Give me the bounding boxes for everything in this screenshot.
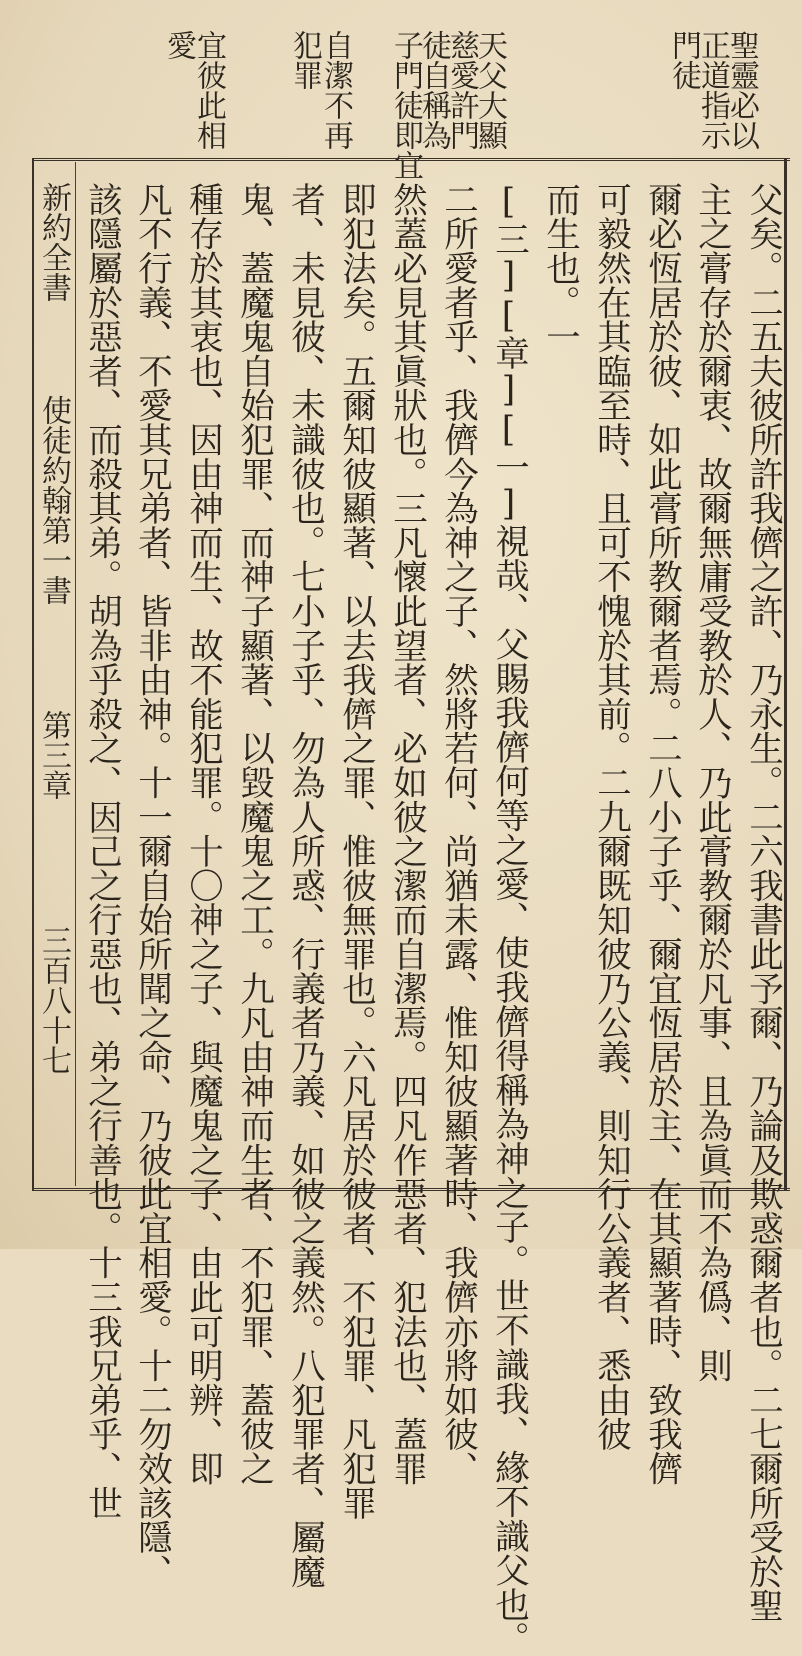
body-column-11: 鬼、蓋魔鬼自始犯罪、而神子顯著、以毀魔鬼之工。九凡由神而生者、不犯罪、蓋彼之 (233, 182, 274, 1486)
banner-heading-9: 犯罪 (287, 30, 322, 90)
body-column-1: 父矣。二五夫彼所許我儕之許、乃永生。二六我書此予爾、乃論及欺惑爾者也。二七爾所受於聖 (742, 182, 783, 1623)
body-column-5: 而生也。一 (539, 182, 580, 354)
banner-heading-7: 子門徒即宜 (388, 30, 423, 180)
body-column-10: 者、未見彼、未識彼也。七小子乎、勿為人所惑、行義者乃義、如彼之義然。八犯罪者、屬魔 (284, 182, 325, 1589)
banner-heading-1: 聖靈必以 (724, 30, 759, 150)
banner-heading-8: 自潔不再 (318, 30, 353, 150)
banner-heading-4: 天父大顯 (472, 30, 507, 150)
body-column-8: 然蓋必見其眞狀也。三凡懷此望者、必如彼之潔而自潔焉。四凡作惡者、犯法也、蓋罪 (386, 182, 427, 1486)
frame-left-rule (32, 158, 34, 1191)
running-header-section: 使徒約翰第一書 (36, 395, 71, 605)
banner-heading-3: 門徒 (666, 30, 701, 90)
banner-heading-6: 徒自稱為 (416, 30, 451, 150)
body-column-6: [三][章][一]視哉、父賜我儕何等之愛、使我儕得稱為神之子。世不識我、緣不識父也。 (488, 182, 529, 1656)
banner-heading-10: 宜彼此相 (191, 30, 226, 150)
frame-top-rule (32, 158, 790, 161)
banner-heading-11: 愛 (161, 30, 196, 60)
banner-heading-2: 正道指示 (695, 30, 730, 150)
running-header-chapter: 第三章 (36, 710, 71, 800)
body-column-2: 主之膏存於爾衷、故爾無庸受教於人、乃此膏教爾於凡事、且為眞而不為僞、則 (691, 182, 732, 1383)
body-column-4: 可毅然在其臨至時、且可不愧於其前。二九爾既知彼乃公義、則知行公義者、悉由彼 (590, 182, 631, 1452)
body-column-14: 該隱屬於惡者、而殺其弟。胡為乎殺之、因己之行惡也、弟之行善也。十三我兄弟乎、世 (81, 182, 122, 1520)
page-number: 三百八十七 (36, 925, 71, 1075)
body-column-13: 凡不行義、不愛其兄弟者、皆非由神。十一爾自始所聞之命、乃彼此宜相愛。十二勿效該隱、 (131, 182, 172, 1589)
side-margin-rule (75, 162, 76, 1186)
body-column-7: 二所愛者乎、我儕今為神之子、然將若何、尚猶未露、惟知彼顯著時、我儕亦將如彼、 (437, 182, 478, 1486)
body-column-12: 種存於其衷也、因由神而生、故不能犯罪。十〇神之子、與魔鬼之子、由此可明辨、即 (182, 182, 223, 1486)
body-column-9: 即犯法矣。五爾知彼顯著、以去我儕之罪、惟彼無罪也。六凡居於彼者、不犯罪、凡犯罪 (335, 182, 376, 1520)
running-header-book: 新約全書 (36, 182, 71, 302)
body-column-3: 爾必恆居於彼、如此膏所教爾者焉。二八小子乎、爾宜恆居於主、在其顯著時、致我儕 (641, 182, 682, 1486)
frame-right-rule (784, 158, 787, 1191)
banner-heading-5: 慈愛許門 (444, 30, 479, 150)
